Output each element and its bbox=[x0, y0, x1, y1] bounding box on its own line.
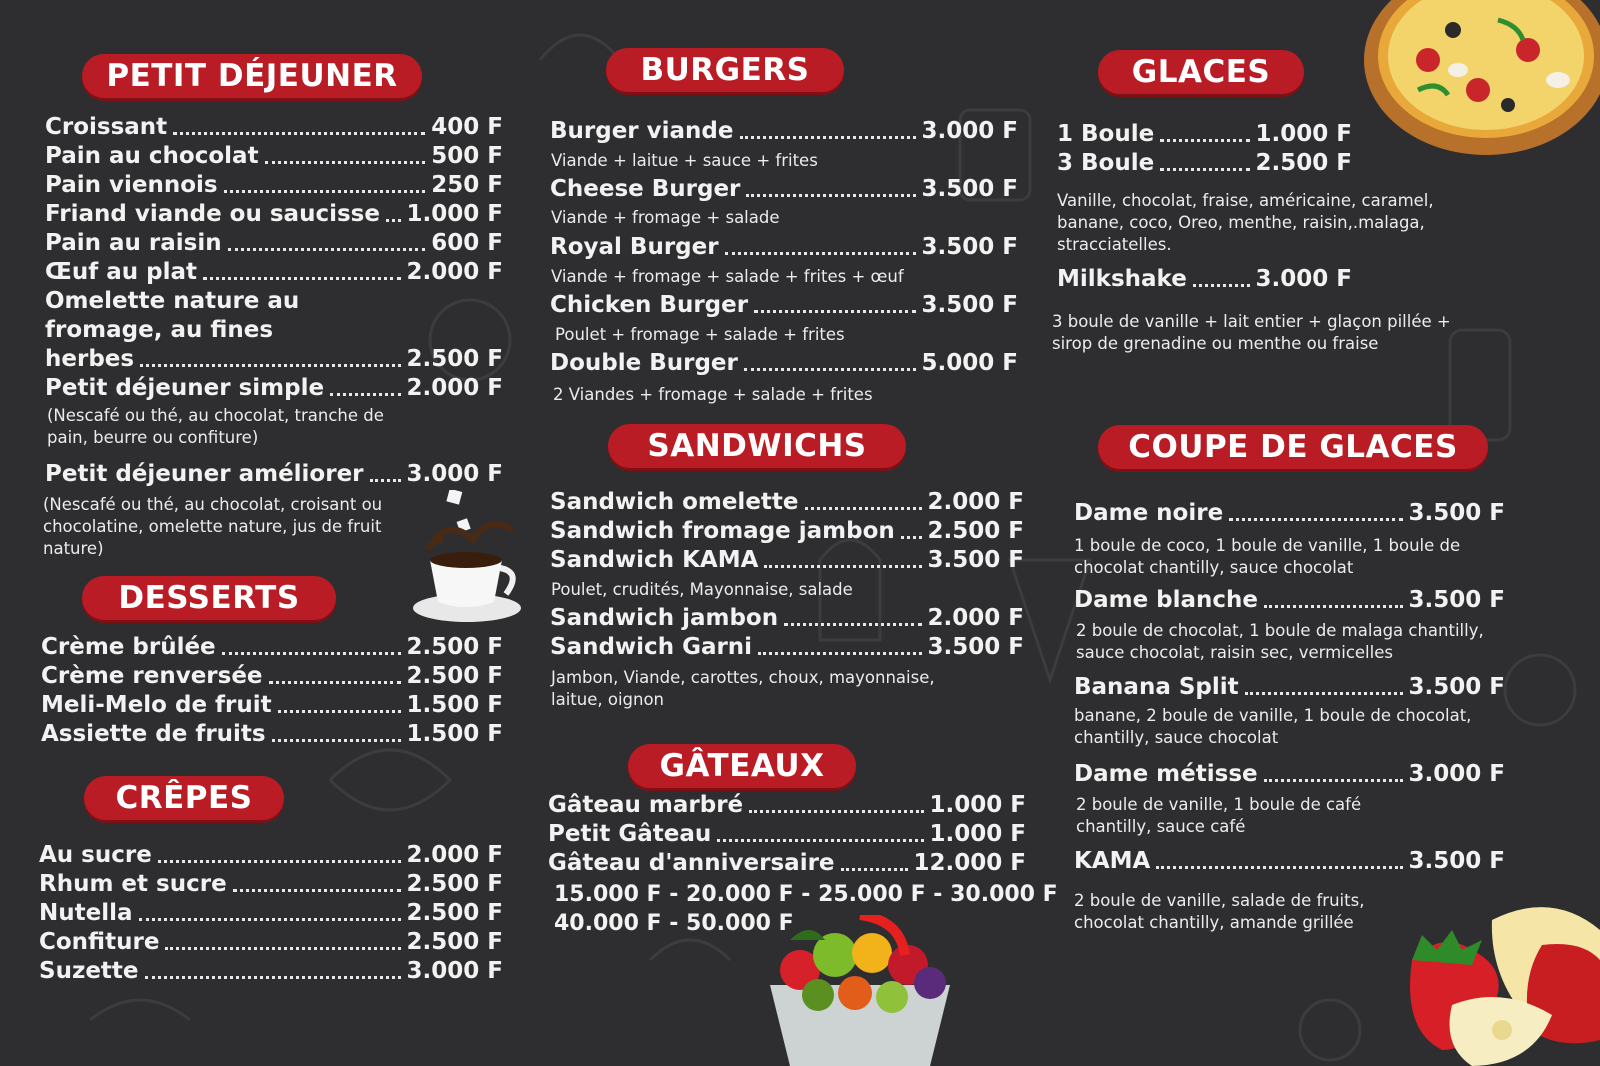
item-description: Poulet, crudités, Mayonnaise, salade bbox=[551, 580, 853, 599]
coffee-cup-icon bbox=[410, 490, 525, 630]
item-price: 3.500 F bbox=[1408, 848, 1505, 874]
item-name: Gâteau marbré bbox=[548, 792, 744, 818]
dot-leader bbox=[224, 190, 426, 193]
dot-leader bbox=[386, 219, 401, 222]
item-price: 3.500 F bbox=[1408, 500, 1505, 526]
item-description: 2 boule de chocolat, 1 boule de malaga chantilly, sauce chocolat, raisin sec, vermicelles bbox=[1076, 621, 1484, 662]
item-name: Petit déjeuner simple bbox=[45, 375, 325, 401]
item-price: 2.500 F bbox=[406, 929, 503, 955]
item-price: 400 F bbox=[431, 114, 503, 140]
menu-item bbox=[45, 229, 503, 258]
fruit-bowl-icon bbox=[760, 915, 960, 1066]
menu-item bbox=[39, 870, 503, 899]
item-description: 1 boule de coco, 1 boule de vanille, 1 boule de chocolat chantilly, sauce chocolat bbox=[1074, 536, 1461, 577]
dot-leader bbox=[158, 860, 401, 863]
dot-leader bbox=[1193, 284, 1250, 287]
item-name: Milkshake bbox=[1057, 266, 1187, 292]
item-name: 1 Boule bbox=[1057, 121, 1155, 147]
item-name: Cheese Burger bbox=[550, 176, 741, 202]
menu-item bbox=[39, 841, 503, 870]
item-description: Viande + fromage + salade bbox=[551, 208, 780, 227]
menu-item bbox=[45, 113, 503, 142]
item-description: Jambon, Viande, carottes, choux, mayonnaise, laitue, oignon bbox=[551, 668, 935, 709]
item-name: Au sucre bbox=[39, 842, 152, 868]
dot-leader bbox=[1229, 518, 1402, 521]
item-description: (Nescafé ou thé, au chocolat, croisant ou chocolatine, omelette nature, jus de fruit nature) bbox=[43, 495, 383, 558]
item-description: Poulet + fromage + salade + frites bbox=[555, 325, 845, 344]
item-name: Sandwich fromage jambon bbox=[550, 518, 895, 544]
ice-cream-flavors: Vanille, chocolat, fraise, américaine, caramel, banane, coco, Oreo, menthe, raisin,.malaga, stracciatelles. bbox=[1057, 191, 1434, 254]
dot-leader bbox=[330, 393, 400, 396]
item-name: Royal Burger bbox=[550, 234, 719, 260]
menu-item bbox=[45, 171, 503, 200]
menu-item bbox=[45, 258, 503, 287]
item-price: 3.500 F bbox=[1408, 674, 1505, 700]
item-name: Crème brûlée bbox=[41, 634, 216, 660]
menu-item bbox=[550, 633, 1024, 662]
dot-leader bbox=[272, 739, 401, 742]
dot-leader bbox=[740, 136, 916, 139]
dot-leader bbox=[749, 810, 923, 813]
menu-item bbox=[550, 488, 1024, 517]
dot-leader bbox=[754, 310, 915, 313]
menu-item bbox=[41, 691, 503, 720]
item-price: 3.500 F bbox=[921, 234, 1018, 260]
dot-leader bbox=[233, 889, 401, 892]
item-price: 2.500 F bbox=[406, 346, 503, 372]
item-price: 2.000 F bbox=[927, 489, 1024, 515]
menu-item bbox=[548, 820, 1026, 849]
item-name: Gâteau d'anniversaire bbox=[548, 850, 835, 876]
menu-item bbox=[1074, 586, 1505, 615]
item-description: 2 Viandes + fromage + salade + frites bbox=[553, 385, 873, 404]
strawberry-banana-icon bbox=[1392, 900, 1600, 1066]
item-name: Assiette de fruits bbox=[41, 721, 266, 747]
item-name: Friand viande ou saucisse bbox=[45, 201, 380, 227]
item-name: Pain au chocolat bbox=[45, 143, 259, 169]
item-price: 3.000 F bbox=[406, 461, 503, 487]
item-price: 1.000 F bbox=[929, 821, 1026, 847]
menu-item bbox=[1074, 673, 1505, 702]
item-name: Suzette bbox=[39, 958, 139, 984]
item-name: Burger viande bbox=[550, 118, 734, 144]
item-price: 1.000 F bbox=[1255, 121, 1352, 147]
desserts-title: DESSERTS bbox=[82, 576, 336, 620]
dot-leader bbox=[805, 507, 922, 510]
omelette-line-1: Omelette nature au bbox=[45, 288, 300, 314]
item-price: 3.000 F bbox=[1408, 761, 1505, 787]
menu-item bbox=[1057, 265, 1352, 294]
item-name: Double Burger bbox=[550, 350, 738, 376]
menu-item bbox=[1074, 760, 1505, 789]
item-price: 2.000 F bbox=[927, 605, 1024, 631]
dot-leader bbox=[145, 976, 401, 979]
item-price: 2.500 F bbox=[406, 900, 503, 926]
item-name: Dame noire bbox=[1074, 500, 1224, 526]
burgers-title: BURGERS bbox=[606, 48, 844, 92]
menu-item bbox=[548, 791, 1026, 820]
dot-leader bbox=[140, 364, 400, 367]
omelette-line-2: fromage, au fines bbox=[45, 317, 274, 343]
item-name: Nutella bbox=[39, 900, 133, 926]
item-name: Chicken Burger bbox=[550, 292, 749, 318]
item-description: (Nescafé ou thé, au chocolat, tranche de pain, beurre ou confiture) bbox=[47, 406, 384, 447]
item-name: Dame métisse bbox=[1074, 761, 1258, 787]
dot-leader bbox=[784, 623, 921, 626]
menu-item bbox=[550, 233, 1018, 262]
gateaux-title: GÂTEAUX bbox=[628, 744, 856, 788]
item-name: Banana Split bbox=[1074, 674, 1239, 700]
dot-leader bbox=[901, 536, 922, 539]
menu-item bbox=[39, 899, 503, 928]
item-description: 3 boule de vanille + lait entier + glaçon pillée + sirop de grenadine ou menthe ou fraise bbox=[1052, 312, 1451, 353]
item-price: 2.500 F bbox=[406, 871, 503, 897]
item-description: 2 boule de vanille, 1 boule de café chantilly, sauce café bbox=[1076, 795, 1362, 836]
item-price: 2.000 F bbox=[406, 259, 503, 285]
dot-leader bbox=[139, 918, 401, 921]
menu-item bbox=[41, 720, 503, 749]
item-name: Sandwich KAMA bbox=[550, 547, 759, 573]
item-name: 3 Boule bbox=[1057, 150, 1155, 176]
sandwichs-title: SANDWICHS bbox=[608, 424, 906, 468]
dot-leader bbox=[1156, 866, 1402, 869]
item-name: Petit Gâteau bbox=[548, 821, 712, 847]
item-price: 500 F bbox=[431, 143, 503, 169]
item-price: 1.000 F bbox=[406, 201, 503, 227]
item-price: 3.500 F bbox=[921, 292, 1018, 318]
dot-leader bbox=[746, 194, 915, 197]
item-name: Pain au raisin bbox=[45, 230, 222, 256]
item-name: Croissant bbox=[45, 114, 168, 140]
menu-item bbox=[550, 517, 1024, 546]
item-price: 3.000 F bbox=[1255, 266, 1352, 292]
item-price: 3.500 F bbox=[921, 176, 1018, 202]
menu-item bbox=[45, 200, 503, 229]
dot-leader bbox=[278, 710, 401, 713]
item-description: Viande + fromage + salade + frites + œuf bbox=[551, 267, 904, 286]
item-price: 1.500 F bbox=[406, 721, 503, 747]
item-name: Sandwich jambon bbox=[550, 605, 779, 631]
item-name: Crème renversée bbox=[41, 663, 263, 689]
dot-leader bbox=[203, 277, 401, 280]
menu-item bbox=[1057, 149, 1352, 178]
menu-item bbox=[45, 374, 503, 403]
item-price: 2.500 F bbox=[927, 518, 1024, 544]
crepes-title: CRÊPES bbox=[84, 776, 284, 820]
petit-dejeuner-title: PETIT DÉJEUNER bbox=[82, 54, 422, 98]
menu-item bbox=[45, 345, 503, 374]
item-name: KAMA bbox=[1074, 848, 1151, 874]
item-price: 600 F bbox=[431, 230, 503, 256]
item-name: herbes bbox=[45, 346, 135, 372]
menu-item bbox=[550, 349, 1018, 378]
item-price: 3.000 F bbox=[921, 118, 1018, 144]
item-price: 1.000 F bbox=[929, 792, 1026, 818]
menu-item bbox=[550, 117, 1018, 146]
dot-leader bbox=[1160, 139, 1249, 142]
dot-leader bbox=[725, 252, 916, 255]
dot-leader bbox=[228, 248, 426, 251]
dot-leader bbox=[764, 565, 921, 568]
menu-item bbox=[1057, 120, 1352, 149]
menu-item bbox=[41, 633, 503, 662]
menu-item bbox=[550, 604, 1024, 633]
item-price: 3.500 F bbox=[1408, 587, 1505, 613]
item-price: 3.500 F bbox=[927, 634, 1024, 660]
dot-leader bbox=[173, 132, 425, 135]
menu-item bbox=[550, 546, 1024, 575]
item-price: 3.500 F bbox=[927, 547, 1024, 573]
menu-item bbox=[550, 175, 1018, 204]
dot-leader bbox=[841, 868, 908, 871]
menu-item bbox=[1074, 499, 1505, 528]
item-name: Petit déjeuner améliorer bbox=[45, 461, 364, 487]
menu-item bbox=[45, 460, 503, 489]
dot-leader bbox=[1245, 692, 1403, 695]
pizza-icon bbox=[1358, 0, 1600, 158]
item-description: 2 boule de vanille, salade de fruits, chocolat chantilly, amande grillée bbox=[1074, 891, 1365, 932]
dot-leader bbox=[165, 947, 400, 950]
item-description: Viande + laitue + sauce + frites bbox=[551, 151, 818, 170]
item-price: 2.500 F bbox=[406, 663, 503, 689]
menu-item bbox=[548, 849, 1026, 878]
item-name: Pain viennois bbox=[45, 172, 218, 198]
glaces-title: GLACES bbox=[1098, 50, 1304, 94]
item-name: Œuf au plat bbox=[45, 259, 197, 285]
dot-leader bbox=[1264, 605, 1402, 608]
gateau-price-options-1: 15.000 F - 20.000 F - 25.000 F - 30.000 F bbox=[554, 882, 1058, 907]
item-description: banane, 2 boule de vanille, 1 boule de chocolat, chantilly, sauce chocolat bbox=[1074, 706, 1472, 747]
menu-item bbox=[1074, 847, 1505, 876]
dot-leader bbox=[1160, 168, 1249, 171]
item-name: Meli-Melo de fruit bbox=[41, 692, 272, 718]
item-name: Rhum et sucre bbox=[39, 871, 227, 897]
menu-item bbox=[550, 291, 1018, 320]
item-name: Sandwich Garni bbox=[550, 634, 753, 660]
dot-leader bbox=[717, 839, 923, 842]
coupe-de-glaces-title: COUPE DE GLACES bbox=[1098, 425, 1488, 469]
menu-item bbox=[41, 662, 503, 691]
dot-leader bbox=[744, 368, 916, 371]
menu-item bbox=[45, 142, 503, 171]
item-price: 5.000 F bbox=[921, 350, 1018, 376]
gateau-price-options-2: 40.000 F - 50.000 F bbox=[554, 911, 794, 936]
menu-item bbox=[39, 957, 503, 986]
dot-leader bbox=[222, 652, 401, 655]
item-price: 2.000 F bbox=[406, 842, 503, 868]
item-name: Confiture bbox=[39, 929, 160, 955]
item-price: 3.000 F bbox=[406, 958, 503, 984]
item-price: 250 F bbox=[431, 172, 503, 198]
item-price: 1.500 F bbox=[406, 692, 503, 718]
item-price: 2.500 F bbox=[406, 634, 503, 660]
item-price: 2.500 F bbox=[1255, 150, 1352, 176]
item-name: Dame blanche bbox=[1074, 587, 1259, 613]
item-name: Sandwich omelette bbox=[550, 489, 799, 515]
dot-leader bbox=[265, 161, 426, 164]
item-price: 2.000 F bbox=[406, 375, 503, 401]
dot-leader bbox=[1264, 779, 1403, 782]
dot-leader bbox=[370, 479, 401, 482]
dot-leader bbox=[269, 681, 401, 684]
menu-item bbox=[39, 928, 503, 957]
dot-leader bbox=[758, 652, 921, 655]
item-price: 12.000 F bbox=[913, 850, 1026, 876]
